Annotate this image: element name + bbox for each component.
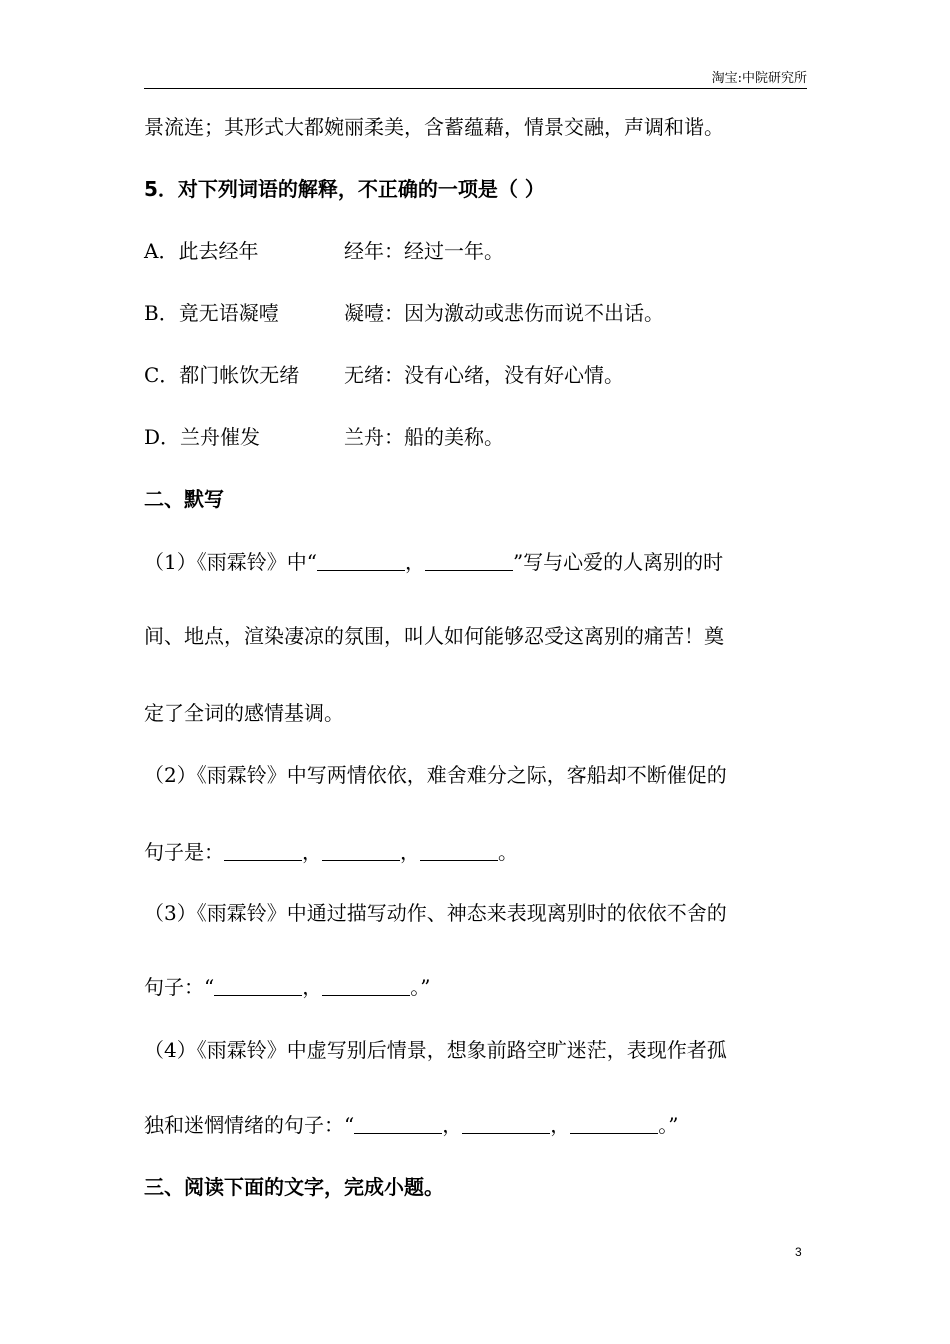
item-2-sep-2: ， <box>400 840 420 864</box>
item-3-prefix: 句子：“ <box>144 975 215 999</box>
answer-blank[interactable] <box>317 548 405 571</box>
item-3-sep: ， <box>302 975 323 999</box>
option-d-explanation: 兰舟：船的美称。 <box>344 425 504 449</box>
section-2-title: 二、默写 <box>144 487 224 511</box>
answer-blank[interactable] <box>462 1111 550 1134</box>
answer-blank[interactable] <box>420 838 498 861</box>
option-c-explanation: 无绪：没有心绪，没有好心情。 <box>344 363 624 387</box>
answer-blank[interactable] <box>214 973 302 996</box>
page-number: 3 <box>795 1245 802 1259</box>
item-4-end: 。” <box>658 1113 679 1137</box>
answer-blank[interactable] <box>224 838 302 861</box>
option-a-label: A．此去经年 <box>144 239 259 263</box>
intro-line: 景流连；其形式大都婉丽柔美，含蓄蕴藉，情景交融，声调和谐。 <box>144 115 724 139</box>
option-b-explanation: 凝噎：因为激动或悲伤而说不出话。 <box>344 301 664 325</box>
item-4-sep-2: ， <box>550 1113 571 1137</box>
answer-blank[interactable] <box>570 1111 658 1134</box>
item-1-sep: ， <box>404 550 425 574</box>
item-2-end: 。 <box>498 840 518 864</box>
item-1-line-2: 间、地点，渲染凄凉的氛围，叫人如何能够忍受这离别的痛苦！奠 <box>144 624 724 648</box>
dictation-item-1 <box>144 547 814 577</box>
item-1-suffix: ”写与心爱的人离别的时 <box>512 550 724 574</box>
option-a <box>144 236 814 266</box>
item-4-prefix: 独和迷惘情绪的句子：“ <box>144 1113 355 1137</box>
item-1-prefix: （1）《雨霖铃》中“ <box>144 550 317 574</box>
option-b-label: B．竟无语凝噎 <box>144 301 279 325</box>
item-4-line-1: （4）《雨霖铃》中虚写别后情景，想象前路空旷迷茫，表现作者孤 <box>144 1038 727 1062</box>
item-2-prefix: 句子是： <box>144 840 224 864</box>
option-d-label: D．兰舟催发 <box>144 425 261 449</box>
dictation-item-3 <box>144 972 814 1002</box>
answer-blank[interactable] <box>322 973 410 996</box>
item-2-line-1: （2）《雨霖铃》中写两情依依，难舍难分之际，客船却不断催促的 <box>144 763 727 787</box>
page-header <box>144 64 807 89</box>
answer-blank[interactable] <box>354 1111 442 1134</box>
option-c-label: C．都门帐饮无绪 <box>144 363 300 387</box>
option-c <box>144 360 814 390</box>
question-5-title: 5．对下列词语的解释，不正确的一项是（ ） <box>144 177 545 201</box>
header-text: 淘宝:中院研究所 <box>711 71 807 86</box>
option-b <box>144 298 814 328</box>
dictation-item-4 <box>144 1110 814 1140</box>
answer-blank[interactable] <box>425 548 513 571</box>
option-d <box>144 422 814 452</box>
option-a-explanation: 经年：经过一年。 <box>344 239 504 263</box>
item-4-sep-1: ， <box>442 1113 463 1137</box>
item-1-line-3: 定了全词的感情基调。 <box>144 701 344 725</box>
dictation-item-2 <box>144 837 814 867</box>
item-2-sep-1: ， <box>302 840 322 864</box>
item-3-line-1: （3）《雨霖铃》中通过描写动作、神态来表现离别时的依依不舍的 <box>144 901 727 925</box>
item-3-end: 。” <box>410 975 431 999</box>
answer-blank[interactable] <box>322 838 400 861</box>
section-3-title: 三、阅读下面的文字，完成小题。 <box>144 1175 444 1199</box>
